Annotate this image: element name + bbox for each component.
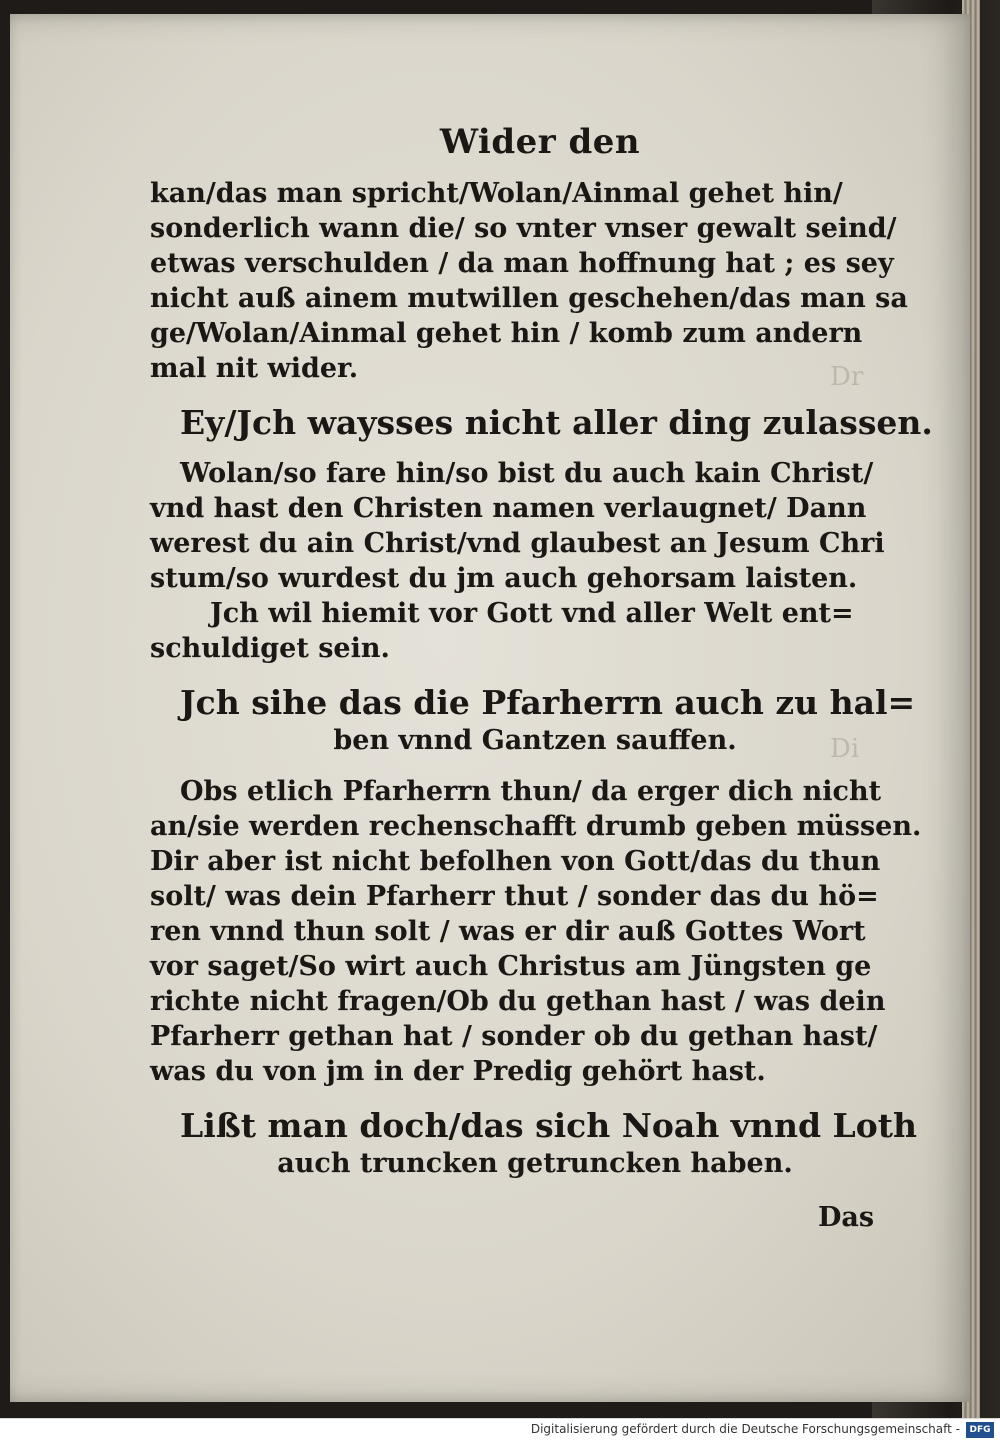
text-line: solt/ was dein Pfarherr thut / sonder das du hö= — [150, 881, 879, 912]
text-line: sonderlich wann die/ so vnter vnser gewalt seind/ — [150, 213, 897, 244]
text-block — [150, 122, 933, 1197]
text-line: mal nit wider. — [150, 353, 359, 384]
heading-line: Ey/Jch waysses nicht aller ding zulassen. — [180, 403, 933, 442]
catchword: Das — [818, 1202, 875, 1233]
text-line: etwas verschulden / da man hoffnung hat ; es sey — [150, 248, 894, 279]
book-page — [10, 14, 970, 1402]
text-line: Dir aber ist nicht befolhen von Gott/das du thun — [150, 846, 881, 877]
text-line: vor saget/So wirt auch Christus am Jüngsten ge — [150, 951, 872, 982]
paragraph-1 — [150, 176, 908, 386]
text-line: stum/so wurdest du jm auch gehorsam laisten. — [150, 563, 858, 594]
text-line: Jch wil hiemit vor Gott vnd aller Welt ent= — [210, 598, 854, 629]
text-line: Pfarherr gethan hat / sonder ob du gethan hast/ — [150, 1021, 878, 1052]
section-heading-3 — [150, 1106, 917, 1183]
text-line: richte nicht fragen/Ob du gethan hast / was dein — [150, 986, 886, 1017]
text-line: Wolan/so fare hin/so bist du auch kain Christ/ — [180, 458, 874, 489]
text-line: Obs etlich Pfarherrn thun/ da erger dich nicht — [180, 776, 882, 807]
paragraph-2 — [150, 456, 890, 596]
text-line: an/sie werden rechenschafft drumb geben müssen. — [150, 811, 922, 842]
text-line: vnd hast den Christen namen verlaugnet/ Dann — [150, 493, 867, 524]
heading-line: Lißt man doch/das sich Noah vnnd Loth — [180, 1106, 917, 1145]
text-line: ge/Wolan/Ainmal gehet hin / komb zum andern — [150, 318, 863, 349]
show-through-text: Dr — [830, 362, 864, 392]
dfg-logo[interactable]: DFG — [966, 1422, 994, 1438]
paragraph-3 — [150, 596, 890, 666]
heading-line: Jch sihe das die Pfarherrn auch zu hal= — [180, 683, 916, 722]
text-line: kan/das man spricht/Wolan/Ainmal gehet hin/ — [150, 178, 843, 209]
text-line: werest du ain Christ/vnd glaubest an Jesum Chri — [150, 528, 885, 559]
heading-line: auch truncken getruncken haben. — [277, 1148, 793, 1179]
show-through-text: Di — [830, 734, 860, 764]
text-line: nicht auß ainem mutwillen geschehen/das man sa — [150, 283, 908, 314]
paragraph-4 — [150, 774, 922, 1089]
heading-line: ben vnnd Gantzen sauffen. — [333, 725, 737, 756]
text-line: schuldiget sein. — [150, 633, 390, 664]
text-line: ren vnnd thun solt / was er dir auß Gottes Wort — [150, 916, 866, 947]
footer-bar — [0, 1418, 1000, 1442]
section-heading-1 — [150, 403, 933, 442]
text-line: was du von jm in der Predig gehört hast. — [150, 1056, 766, 1087]
section-heading-2 — [150, 683, 916, 760]
funding-credit: Digitalisierung gefördert durch die Deutsche Forschungsgemeinschaft - — [530, 1422, 960, 1436]
running-head: Wider den — [439, 122, 641, 162]
